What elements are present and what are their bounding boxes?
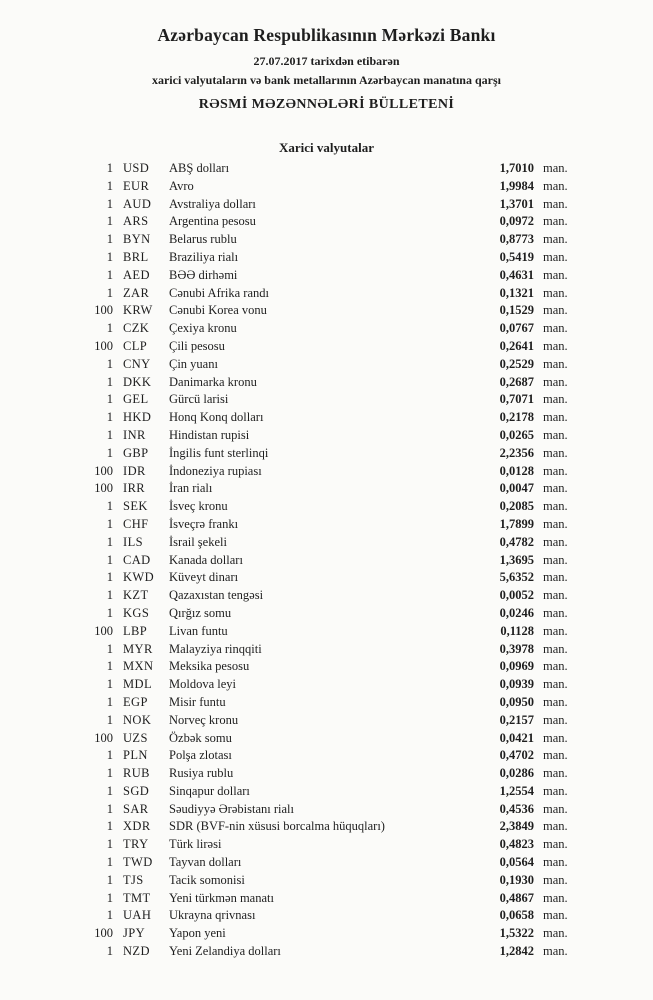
currency-rate: 0,0128 xyxy=(499,463,534,478)
currency-name: SDR (BVF-nin xüsusi borcalma hüquqları) xyxy=(169,819,385,834)
currency-code: NZD xyxy=(123,944,150,959)
currency-rate: 1,2554 xyxy=(499,783,534,798)
currency-quantity: 1 xyxy=(106,783,113,798)
currency-rate: 0,0421 xyxy=(499,730,534,745)
rate-unit: man. xyxy=(543,855,568,870)
currency-name: İsrail şekeli xyxy=(169,534,227,549)
currency-code: BYN xyxy=(123,232,151,247)
currency-code: KZT xyxy=(123,588,149,603)
rate-row xyxy=(0,517,653,535)
rate-unit: man. xyxy=(543,445,568,460)
currency-code: KWD xyxy=(123,570,155,585)
section-title-foreign-currencies: Xarici valyutalar xyxy=(279,140,374,155)
currency-rate: 5,6352 xyxy=(499,570,534,585)
currency-quantity: 1 xyxy=(106,605,113,620)
currency-quantity: 1 xyxy=(106,356,113,371)
currency-code: CZK xyxy=(123,321,150,336)
rate-unit: man. xyxy=(543,178,568,193)
currency-rate: 0,2178 xyxy=(499,410,534,425)
rate-unit: man. xyxy=(543,285,568,300)
rate-unit: man. xyxy=(543,410,568,425)
currency-rate: 0,0052 xyxy=(499,588,534,603)
currency-rate: 0,4867 xyxy=(499,890,534,905)
rate-unit: man. xyxy=(543,944,568,959)
rate-row xyxy=(0,837,653,855)
currency-quantity: 1 xyxy=(106,374,113,389)
currency-code: PLN xyxy=(123,748,148,763)
rate-row xyxy=(0,464,653,482)
currency-rate: 0,0564 xyxy=(499,855,534,870)
currency-code: HKD xyxy=(123,410,152,425)
currency-code: IRR xyxy=(123,481,146,496)
currency-quantity: 1 xyxy=(106,178,113,193)
currency-name: Belarus rublu xyxy=(169,232,237,247)
currency-name: İngilis funt sterlinqi xyxy=(169,445,269,460)
currency-code: TMT xyxy=(123,890,151,905)
rate-row xyxy=(0,944,653,962)
currency-code: INR xyxy=(123,427,146,442)
rate-unit: man. xyxy=(543,712,568,727)
currency-name: Honq Konq dolları xyxy=(169,410,264,425)
currency-name: Misir funtu xyxy=(169,694,226,709)
currency-name: ABŞ dolları xyxy=(169,161,230,175)
currency-quantity: 100 xyxy=(94,303,113,318)
currency-quantity: 1 xyxy=(106,659,113,674)
rate-unit: man. xyxy=(543,819,568,834)
rate-row xyxy=(0,695,653,713)
rate-row xyxy=(0,677,653,695)
rate-unit: man. xyxy=(543,534,568,549)
currency-rate: 0,1128 xyxy=(500,623,534,638)
currency-rate: 0,2641 xyxy=(499,338,534,353)
currency-rate: 0,0265 xyxy=(499,427,534,442)
rate-row xyxy=(0,855,653,873)
currency-quantity: 100 xyxy=(94,926,113,941)
rate-unit: man. xyxy=(543,427,568,442)
currency-name: Yapon yeni xyxy=(169,926,226,941)
currency-quantity: 1 xyxy=(106,427,113,442)
rate-row xyxy=(0,428,653,446)
currency-code: MDL xyxy=(123,677,152,692)
rate-unit: man. xyxy=(543,303,568,318)
currency-name: Küveyt dinarı xyxy=(169,570,239,585)
currency-quantity: 1 xyxy=(106,944,113,959)
currency-name: Danimarka kronu xyxy=(169,374,257,389)
rate-row xyxy=(0,802,653,820)
currency-rate: 0,8773 xyxy=(499,232,534,247)
currency-name: Cənubi Afrika randı xyxy=(169,285,269,300)
currency-quantity: 1 xyxy=(106,232,113,247)
currency-rate: 0,4631 xyxy=(499,267,534,282)
rate-unit: man. xyxy=(543,837,568,852)
rate-row xyxy=(0,339,653,357)
rate-row xyxy=(0,232,653,250)
currency-code: ZAR xyxy=(123,285,150,300)
currency-code: UAH xyxy=(123,908,152,923)
rate-row xyxy=(0,926,653,944)
currency-name: Meksika pesosu xyxy=(169,659,250,674)
currency-code: TWD xyxy=(123,855,153,870)
currency-name: Avstraliya dolları xyxy=(169,196,256,211)
currency-code: MXN xyxy=(123,659,154,674)
rate-unit: man. xyxy=(543,926,568,941)
currency-name: İran rialı xyxy=(169,481,213,496)
currency-name: Qırğız somu xyxy=(169,605,232,620)
rate-unit: man. xyxy=(543,588,568,603)
currency-quantity: 1 xyxy=(106,872,113,887)
currency-quantity: 1 xyxy=(106,552,113,567)
currency-quantity: 1 xyxy=(106,534,113,549)
currency-name: Malayziya rinqqiti xyxy=(169,641,262,656)
rate-unit: man. xyxy=(543,605,568,620)
currency-code: KGS xyxy=(123,605,150,620)
currency-code: EUR xyxy=(123,178,150,193)
rate-unit: man. xyxy=(543,463,568,478)
currency-name: Tacik somonisi xyxy=(169,872,245,887)
currency-rate: 0,2687 xyxy=(499,374,534,389)
rate-row xyxy=(0,446,653,464)
rate-unit: man. xyxy=(543,516,568,531)
currency-name: Livan funtu xyxy=(169,623,228,638)
rate-unit: man. xyxy=(543,499,568,514)
rate-unit: man. xyxy=(543,161,568,175)
currency-code: GEL xyxy=(123,392,149,407)
currency-rate: 1,5322 xyxy=(499,926,534,941)
currency-rate: 1,9984 xyxy=(499,178,534,193)
rate-row xyxy=(0,321,653,339)
currency-name: Hindistan rupisi xyxy=(169,427,250,442)
rate-unit: man. xyxy=(543,214,568,229)
rate-row xyxy=(0,570,653,588)
currency-quantity: 1 xyxy=(106,196,113,211)
rate-row xyxy=(0,197,653,215)
currency-rate: 0,0246 xyxy=(499,605,534,620)
rate-row xyxy=(0,392,653,410)
currency-rate: 0,0939 xyxy=(499,677,534,692)
rate-unit: man. xyxy=(543,694,568,709)
effective-date-line: 27.07.2017 tarixdən etibarən xyxy=(253,54,400,68)
rate-unit: man. xyxy=(543,641,568,656)
rate-row xyxy=(0,268,653,286)
currency-name: Sinqapur dolları xyxy=(169,783,250,798)
rate-unit: man. xyxy=(543,908,568,923)
currency-quantity: 100 xyxy=(94,481,113,496)
currency-code: KRW xyxy=(123,303,153,318)
currency-quantity: 1 xyxy=(106,712,113,727)
currency-name: Çili pesosu xyxy=(169,338,225,353)
currency-rate: 0,3978 xyxy=(499,641,534,656)
currency-code: ARS xyxy=(123,214,149,229)
currency-code: RUB xyxy=(123,766,150,781)
rate-row xyxy=(0,642,653,660)
currency-quantity: 1 xyxy=(106,285,113,300)
rate-unit: man. xyxy=(543,801,568,816)
currency-name: Türk lirəsi xyxy=(169,837,222,852)
currency-name: BƏƏ dirhəmi xyxy=(169,267,238,282)
currency-quantity: 100 xyxy=(94,338,113,353)
currency-rate: 2,2356 xyxy=(499,445,534,460)
currency-quantity: 1 xyxy=(106,321,113,336)
currency-rate: 1,3695 xyxy=(499,552,534,567)
currency-quantity: 1 xyxy=(106,677,113,692)
currency-rate: 0,4702 xyxy=(499,748,534,763)
rate-row xyxy=(0,250,653,268)
currency-name: Gürcü larisi xyxy=(169,392,229,407)
currency-code: SEK xyxy=(123,499,148,514)
rate-row xyxy=(0,606,653,624)
currency-quantity: 1 xyxy=(106,161,113,175)
currency-rate: 0,0047 xyxy=(499,481,534,496)
bulletin-title: RƏSMİ MƏZƏNNƏLƏRİ BÜLLETENİ xyxy=(198,97,455,112)
currency-quantity: 1 xyxy=(106,766,113,781)
currency-quantity: 1 xyxy=(106,516,113,531)
rate-unit: man. xyxy=(543,766,568,781)
currency-rate: 0,2157 xyxy=(499,712,534,727)
currency-code: XDR xyxy=(123,819,151,834)
currency-code: USD xyxy=(123,161,150,175)
currency-name: Qazaxıstan tengəsi xyxy=(169,588,264,603)
rate-unit: man. xyxy=(543,730,568,745)
currency-code: UZS xyxy=(123,730,148,745)
currency-quantity: 1 xyxy=(106,908,113,923)
rate-row xyxy=(0,873,653,891)
currency-name: Norveç kronu xyxy=(169,712,239,727)
rate-row xyxy=(0,624,653,642)
currency-rate: 1,7899 xyxy=(499,516,534,531)
rate-row xyxy=(0,499,653,517)
currency-code: CLP xyxy=(123,338,148,353)
currency-code: SGD xyxy=(123,783,150,798)
currency-code: TRY xyxy=(123,837,149,852)
currency-quantity: 1 xyxy=(106,694,113,709)
currency-code: EGP xyxy=(123,694,148,709)
currency-rate: 0,1930 xyxy=(499,872,534,887)
currency-rate: 0,4536 xyxy=(499,801,534,816)
rate-row xyxy=(0,161,653,179)
rate-unit: man. xyxy=(543,659,568,674)
rate-unit: man. xyxy=(543,552,568,567)
document-header xyxy=(0,0,653,113)
currency-rate: 0,7071 xyxy=(499,392,534,407)
currency-code: LBP xyxy=(123,623,148,638)
rate-row xyxy=(0,410,653,428)
currency-name: Yeni Zelandiya dolları xyxy=(169,944,281,959)
currency-code: JPY xyxy=(123,926,146,941)
rate-unit: man. xyxy=(543,890,568,905)
bank-title: Azərbaycan Respublikasının Mərkəzi Bankı xyxy=(157,25,496,45)
currency-quantity: 1 xyxy=(106,837,113,852)
currency-name: Tayvan dolları xyxy=(169,855,242,870)
rate-row xyxy=(0,588,653,606)
rate-unit: man. xyxy=(543,392,568,407)
rate-row xyxy=(0,659,653,677)
rate-unit: man. xyxy=(543,783,568,798)
currency-name: İsveç kronu xyxy=(169,499,228,514)
currency-name: Səudiyyə Ərəbistanı rialı xyxy=(169,801,294,816)
rate-unit: man. xyxy=(543,356,568,371)
rate-row xyxy=(0,535,653,553)
currency-name: Özbək somu xyxy=(169,730,232,745)
currency-name: Avro xyxy=(169,178,194,193)
currency-rate: 0,2085 xyxy=(499,499,534,514)
rate-unit: man. xyxy=(543,232,568,247)
currency-code: TJS xyxy=(123,872,144,887)
currency-quantity: 1 xyxy=(106,588,113,603)
rate-unit: man. xyxy=(543,267,568,282)
rate-unit: man. xyxy=(543,249,568,264)
currency-name: Argentina pesosu xyxy=(169,214,256,229)
currency-rate: 0,0767 xyxy=(499,321,534,336)
currency-quantity: 1 xyxy=(106,249,113,264)
currency-rate: 1,2842 xyxy=(499,944,534,959)
currency-name: Yeni türkmən manatı xyxy=(169,890,274,905)
currency-code: DKK xyxy=(123,374,152,389)
currency-quantity: 1 xyxy=(106,855,113,870)
currency-code: CHF xyxy=(123,516,149,531)
currency-name: Braziliya rialı xyxy=(169,249,239,264)
rate-unit: man. xyxy=(543,374,568,389)
currency-quantity: 1 xyxy=(106,392,113,407)
currency-quantity: 1 xyxy=(106,819,113,834)
currency-code: BRL xyxy=(123,249,149,264)
currency-name: İsveçrə frankı xyxy=(169,516,239,531)
currency-rate: 0,1529 xyxy=(499,303,534,318)
rate-unit: man. xyxy=(543,623,568,638)
currency-rate: 0,0969 xyxy=(499,659,534,674)
currency-quantity: 1 xyxy=(106,570,113,585)
rate-row xyxy=(0,375,653,393)
currency-rate: 0,4823 xyxy=(499,837,534,852)
currency-code: GBP xyxy=(123,445,149,460)
rate-unit: man. xyxy=(543,570,568,585)
rate-row xyxy=(0,784,653,802)
currency-code: SAR xyxy=(123,801,149,816)
currency-quantity: 100 xyxy=(94,730,113,745)
rate-unit: man. xyxy=(543,748,568,763)
rate-row xyxy=(0,553,653,571)
currency-rate: 2,3849 xyxy=(499,819,534,834)
rate-unit: man. xyxy=(543,321,568,336)
rate-row xyxy=(0,766,653,784)
currency-quantity: 100 xyxy=(94,623,113,638)
currency-quantity: 1 xyxy=(106,445,113,460)
currency-quantity: 1 xyxy=(106,641,113,656)
currency-rate: 1,7010 xyxy=(499,161,534,175)
currency-rate: 0,0972 xyxy=(499,214,534,229)
currency-quantity: 1 xyxy=(106,410,113,425)
currency-code: AED xyxy=(123,267,150,282)
rate-row xyxy=(0,179,653,197)
currency-name: Kanada dolları xyxy=(169,552,243,567)
currency-quantity: 1 xyxy=(106,214,113,229)
currency-rate: 0,0658 xyxy=(499,908,534,923)
currency-quantity: 1 xyxy=(106,267,113,282)
currency-code: ILS xyxy=(123,534,143,549)
rate-row xyxy=(0,819,653,837)
currency-rate: 0,1321 xyxy=(499,285,534,300)
rate-unit: man. xyxy=(543,481,568,496)
currency-code: CAD xyxy=(123,552,151,567)
currency-code: MYR xyxy=(123,641,153,656)
currency-rate: 0,4782 xyxy=(499,534,534,549)
currency-quantity: 1 xyxy=(106,801,113,816)
currency-name: Rusiya rublu xyxy=(169,766,234,781)
rate-row xyxy=(0,891,653,909)
currency-code: NOK xyxy=(123,712,152,727)
currency-quantity: 1 xyxy=(106,748,113,763)
currency-rate: 1,3701 xyxy=(499,196,534,211)
rate-row xyxy=(0,908,653,926)
rate-row xyxy=(0,713,653,731)
rate-row xyxy=(0,214,653,232)
currency-quantity: 100 xyxy=(94,463,113,478)
currency-name: Cənubi Korea vonu xyxy=(169,303,267,318)
currency-rate: 0,2529 xyxy=(499,356,534,371)
currency-name: İndoneziya rupiası xyxy=(169,463,262,478)
currency-code: IDR xyxy=(123,463,146,478)
rate-row xyxy=(0,731,653,749)
currency-name: Polşa zlotası xyxy=(169,748,232,763)
currency-code: CNY xyxy=(123,356,151,371)
currency-name: Moldova leyi xyxy=(169,677,237,692)
currency-name: Çexiya kronu xyxy=(169,321,237,336)
currency-name: Çin yuanı xyxy=(169,356,218,371)
currency-rate: 0,0286 xyxy=(499,766,534,781)
rate-row xyxy=(0,303,653,321)
currency-rate: 0,5419 xyxy=(499,249,534,264)
rate-row xyxy=(0,748,653,766)
subject-line: xarici valyutaların və bank metallarının Azərbaycan manatına qarşı xyxy=(151,73,501,87)
rate-unit: man. xyxy=(543,872,568,887)
rate-unit: man. xyxy=(543,196,568,211)
currency-quantity: 1 xyxy=(106,890,113,905)
rate-row xyxy=(0,481,653,499)
rates-table xyxy=(0,161,653,962)
rate-unit: man. xyxy=(543,338,568,353)
currency-code: AUD xyxy=(123,196,152,211)
rate-row xyxy=(0,286,653,304)
rate-unit: man. xyxy=(543,677,568,692)
currency-quantity: 1 xyxy=(106,499,113,514)
currency-rate: 0,0950 xyxy=(499,694,534,709)
currency-name: Ukrayna qrivnası xyxy=(169,908,256,923)
rate-row xyxy=(0,357,653,375)
